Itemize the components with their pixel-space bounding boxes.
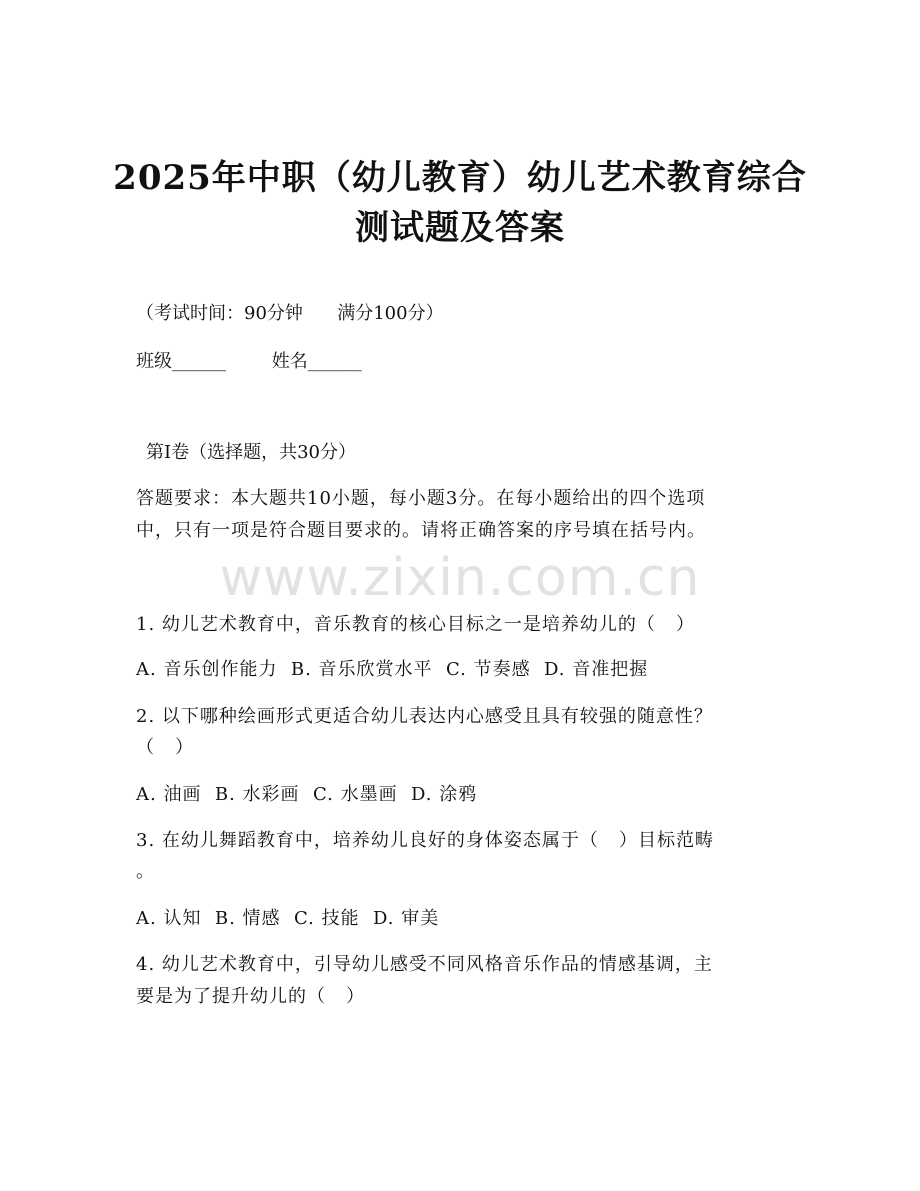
section-heading: 第Ⅰ卷（选择题，共30分） xyxy=(146,442,357,463)
watermark: www.zixin.com.cn xyxy=(219,548,701,608)
class-name-blanks: 班级______ 姓名______ xyxy=(136,351,362,372)
instructions-line-1: 答题要求：本大题共10小题，每小题3分。在每小题给出的四个选项 xyxy=(136,488,706,509)
question-3-options: A. 认知 B. 情感 C. 技能 D. 审美 xyxy=(136,908,440,929)
exam-time-info: （考试时间：90分钟 满分100分） xyxy=(136,303,444,324)
question-3-stem-continued: 。 xyxy=(136,861,155,882)
question-4-stem: 4. 幼儿艺术教育中，引导幼儿感受不同风格音乐作品的情感基调，主 xyxy=(136,954,713,975)
document-title-line-1: 2025年中职（幼儿教育）幼儿艺术教育综合 xyxy=(113,158,807,198)
question-1-stem: 1. 幼儿艺术教育中，音乐教育的核心目标之一是培养幼儿的（ ） xyxy=(136,614,696,635)
question-3-stem: 3. 在幼儿舞蹈教育中，培养幼儿良好的身体姿态属于（ ）目标范畴 xyxy=(136,830,715,851)
document-title-line-2: 测试题及答案 xyxy=(355,208,565,248)
question-2-options: A. 油画 B. 水彩画 C. 水墨画 D. 涂鸦 xyxy=(136,784,478,805)
question-2-stem-continued: （ ） xyxy=(136,737,195,758)
question-2-stem: 2. 以下哪种绘画形式更适合幼儿表达内心感受且具有较强的随意性？ xyxy=(136,706,713,727)
instructions-line-2: 中，只有一项是符合题目要求的。请将正确答案的序号填在括号内。 xyxy=(136,520,706,541)
question-4-stem-continued: 要是为了提升幼儿的（ ） xyxy=(136,986,366,1007)
question-1-options: A. 音乐创作能力 B. 音乐欣赏水平 C. 节奏感 D. 音准把握 xyxy=(136,659,649,680)
